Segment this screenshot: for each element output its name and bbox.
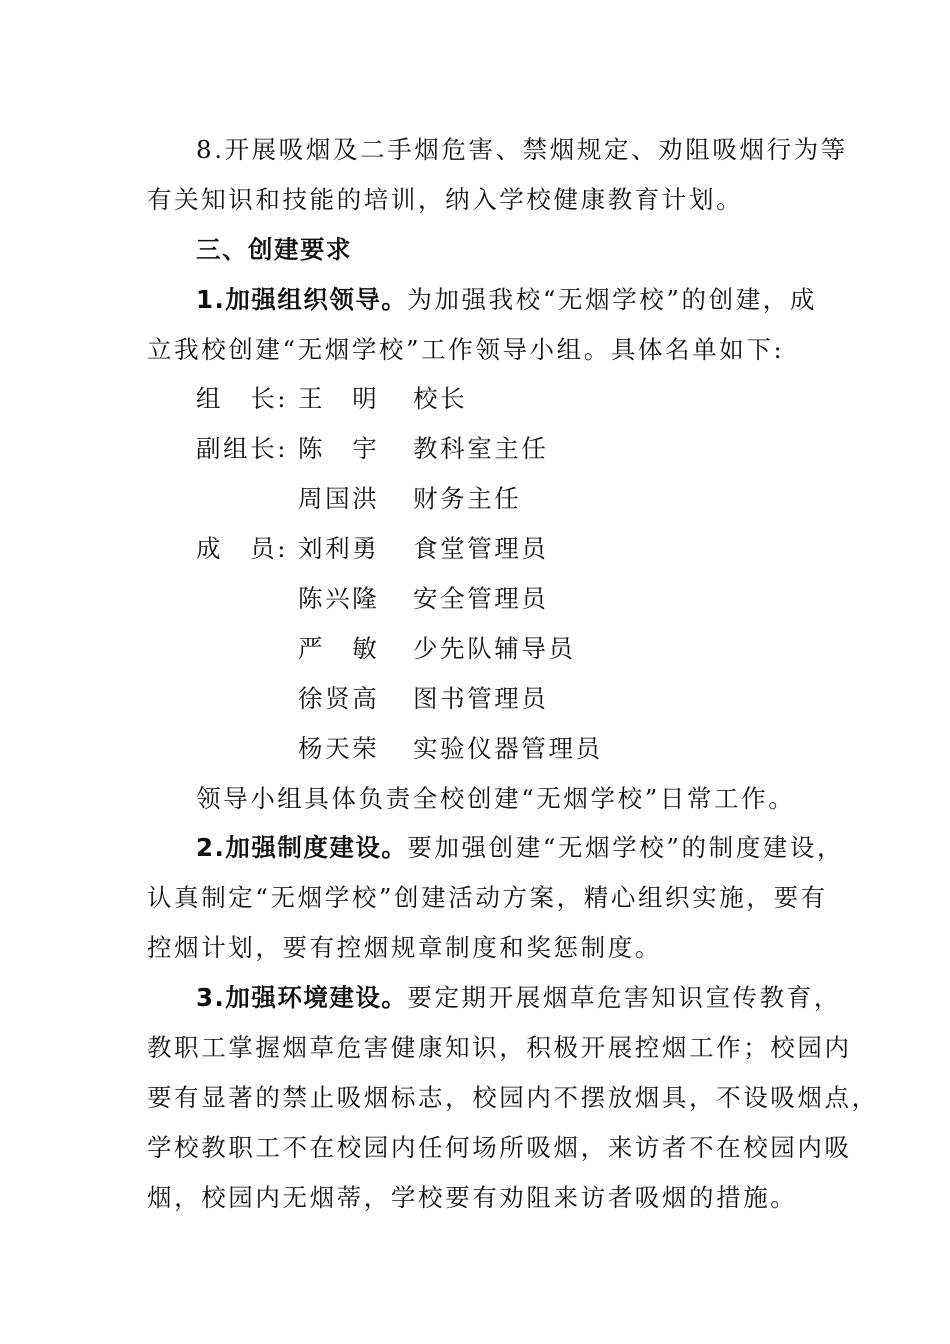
member-title: 安全管理员	[413, 584, 549, 613]
member-row	[0, 484, 950, 514]
requirement-title: 1.加强组织领导。	[196, 285, 408, 314]
member-name: 陈兴隆	[298, 584, 380, 613]
section-heading: 三、创建要求	[196, 235, 352, 264]
member-row	[0, 734, 950, 764]
paragraph-line: 教职工掌握烟草危害健康知识，积极开展控烟工作；校园内	[147, 1033, 852, 1062]
paragraph-line: 8.开展吸烟及二手烟危害、禁烟规定、劝阻吸烟行为等	[196, 135, 848, 164]
member-name: 陈 宇	[298, 434, 380, 463]
member-row	[0, 584, 950, 614]
member-name: 严 敏	[298, 634, 380, 663]
paragraph-text: 要定期开展烟草危害知识宣传教育，	[407, 983, 841, 1012]
member-row	[0, 534, 950, 564]
member-name: 王 明	[298, 384, 380, 413]
member-role: 副组长:	[196, 434, 289, 463]
member-row	[0, 384, 950, 414]
paragraph-line: 领导小组具体负责全校创建“无烟学校”日常工作。	[196, 784, 796, 813]
paragraph-line	[196, 833, 844, 863]
member-row	[0, 684, 950, 714]
paragraph-line: 控烟计划，要有控烟规章制度和奖惩制度。	[147, 933, 662, 962]
paragraph-line: 有关知识和技能的培训，纳入学校健康教育计划。	[147, 185, 744, 214]
paragraph-text: 为加强我校“无烟学校”的创建，成	[407, 285, 818, 314]
paragraph-line	[196, 983, 841, 1013]
requirement-title: 3.加强环境建设。	[196, 983, 408, 1012]
member-name: 周国洪	[298, 484, 380, 513]
paragraph-line: 学校教职工不在校园内任何场所吸烟，来访者不在校园内吸	[147, 1133, 852, 1162]
member-name: 杨天荣	[298, 734, 380, 763]
member-role: 组 长:	[196, 384, 289, 413]
member-title: 图书管理员	[413, 684, 549, 713]
member-title: 教科室主任	[413, 434, 549, 463]
paragraph-line: 认真制定“无烟学校”创建活动方案，精心组织实施，要有	[147, 883, 828, 912]
member-row	[0, 634, 950, 664]
member-title: 财务主任	[413, 484, 522, 513]
paragraph-text: 要加强创建“无烟学校”的制度建设，	[407, 833, 845, 862]
member-name: 刘利勇	[298, 534, 380, 563]
requirement-title: 2.加强制度建设。	[196, 833, 408, 862]
paragraph-line: 烟，校园内无烟蒂，学校要有劝阻来访者吸烟的措施。	[147, 1183, 798, 1212]
paragraph-line: 要有显著的禁止吸烟标志，校园内不摆放烟具，不设吸烟点，	[147, 1083, 879, 1112]
paragraph-line	[196, 285, 817, 315]
member-title: 少先队辅导员	[413, 634, 576, 663]
member-title: 食堂管理员	[413, 534, 549, 563]
paragraph-line: 立我校创建“无烟学校”工作领导小组。具体名单如下:	[147, 335, 785, 364]
member-title: 实验仪器管理员	[413, 734, 603, 763]
member-role: 成 员:	[196, 534, 289, 563]
member-row	[0, 434, 950, 464]
member-title: 校长	[413, 384, 468, 413]
member-name: 徐贤高	[298, 684, 380, 713]
